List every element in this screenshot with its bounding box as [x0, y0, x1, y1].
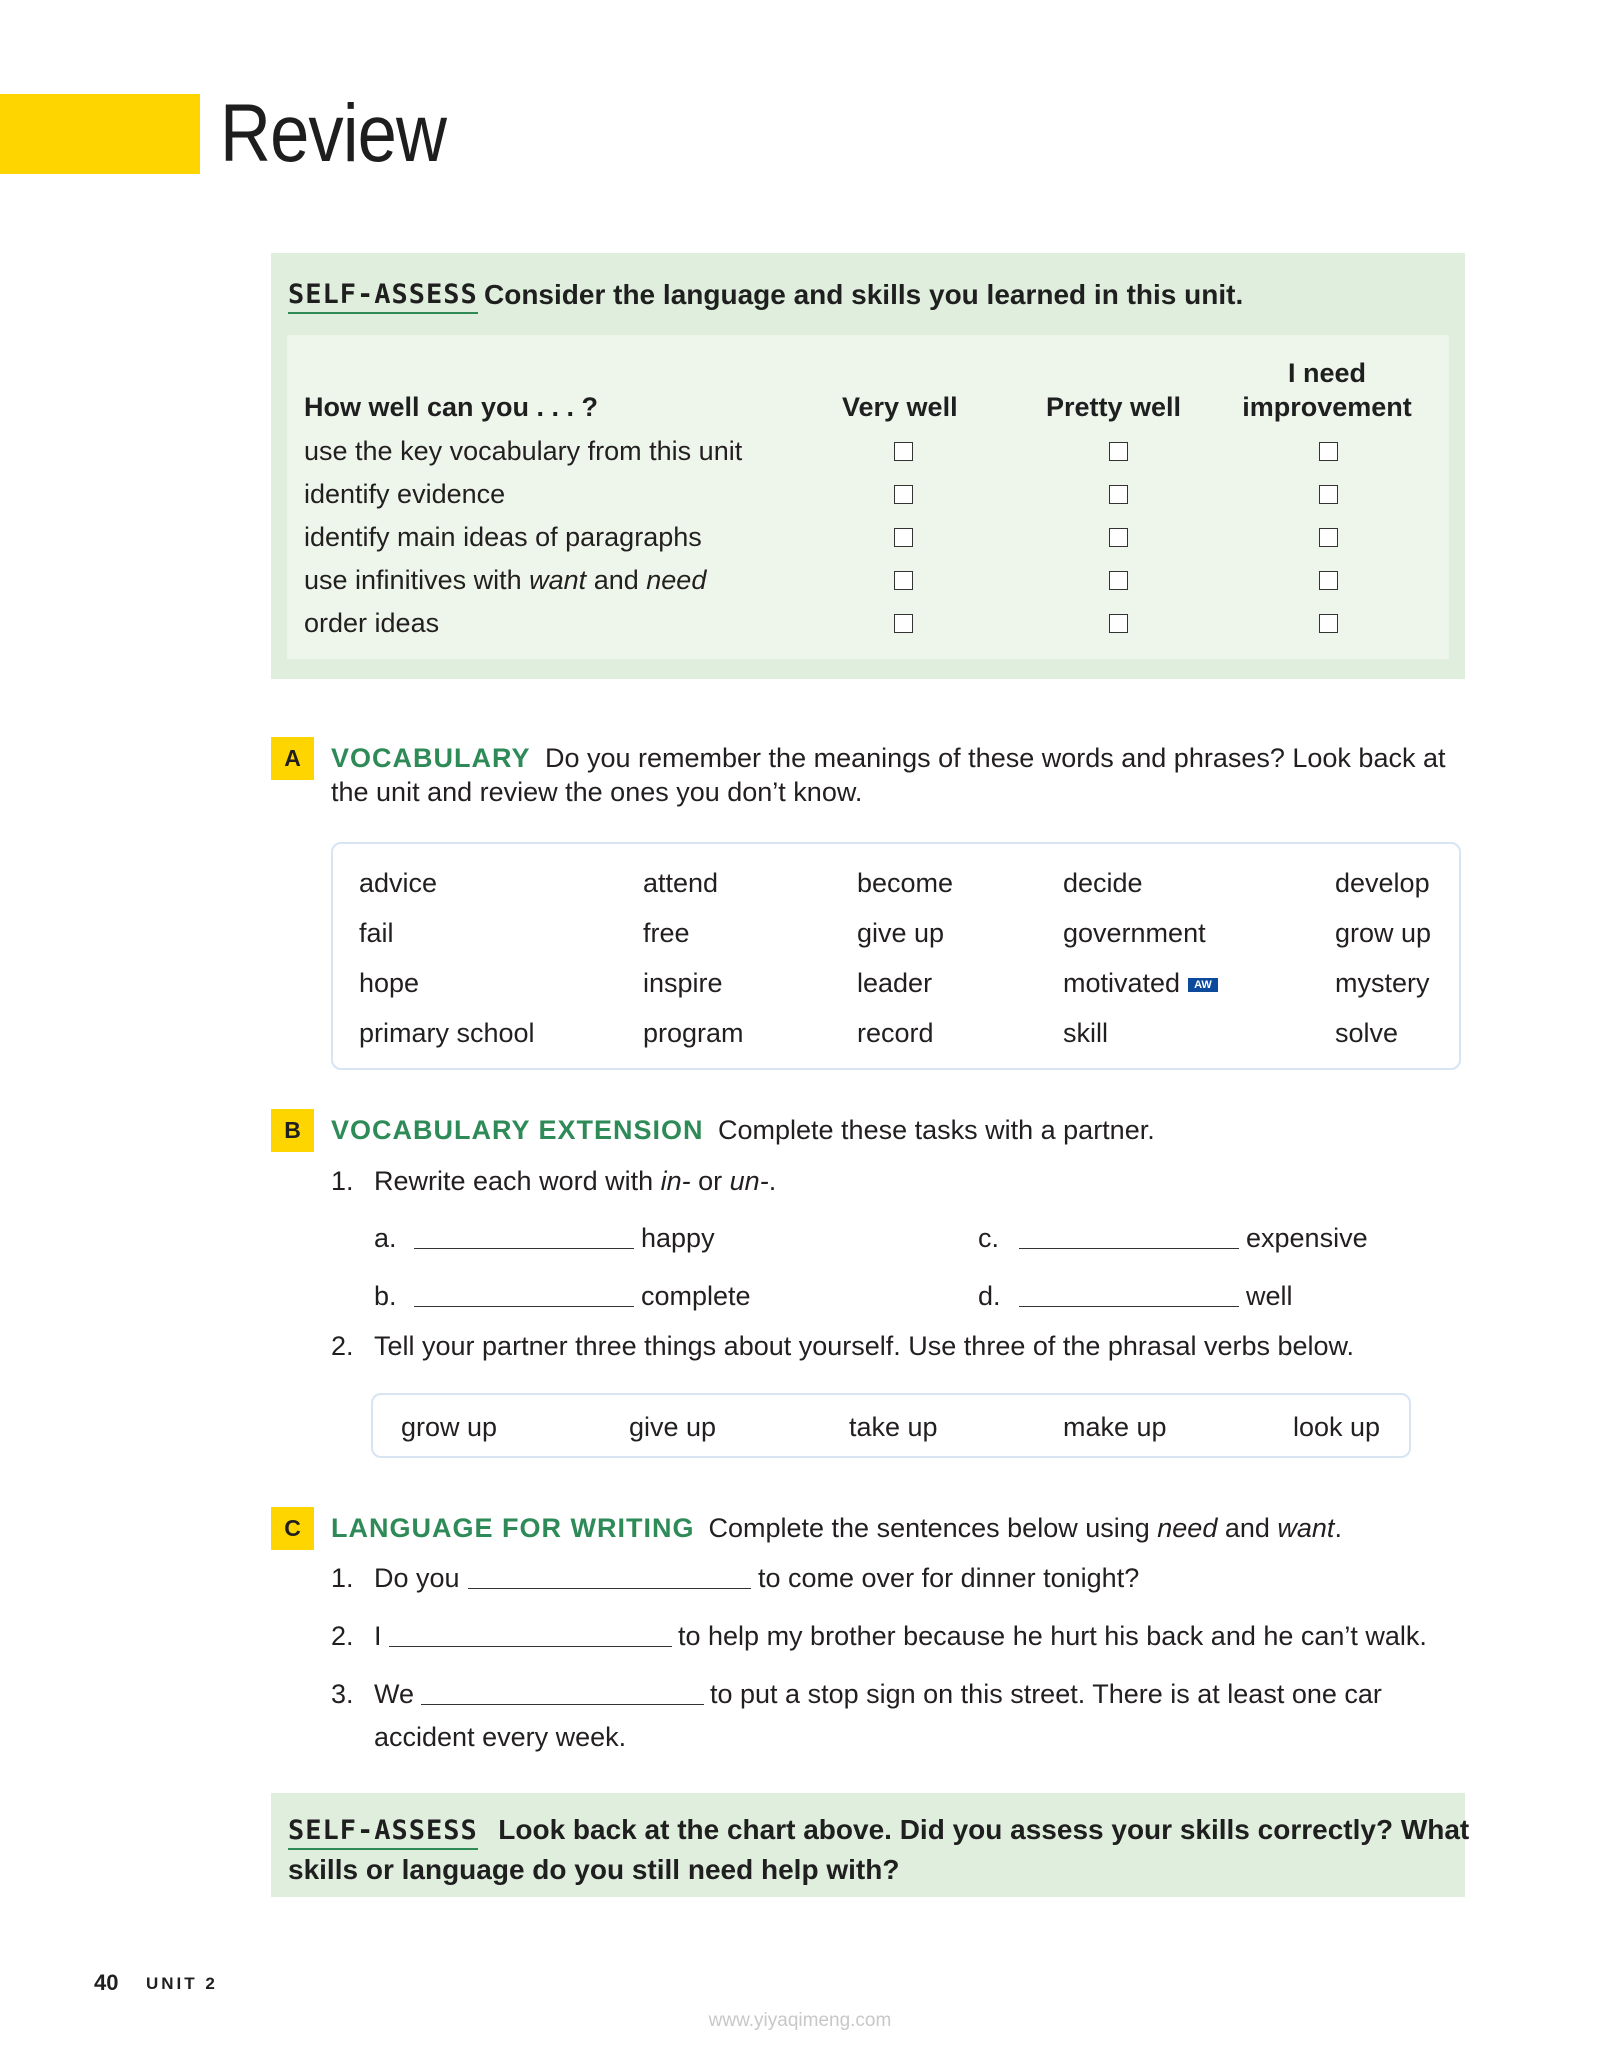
checkbox-need-improvement[interactable]: [1319, 485, 1338, 504]
section-c-instruction: .: [1334, 1513, 1342, 1543]
item-label: b.: [374, 1281, 397, 1311]
vocab-word: advice: [359, 868, 438, 898]
checkbox-pretty-well[interactable]: [1109, 442, 1128, 461]
item-label: a.: [374, 1223, 397, 1253]
vocab-word: free: [643, 918, 690, 948]
phrasal-verb: make up: [1063, 1412, 1167, 1442]
vocab-word: inspire: [643, 968, 723, 998]
unit-label: UNIT 2: [146, 1974, 218, 1993]
section-a-instruction-cont: the unit and review the ones you don’t know.: [331, 777, 863, 807]
vocab-word: skill: [1063, 1018, 1108, 1048]
vocab-word: motivated: [1063, 968, 1181, 998]
task-text: Rewrite each word with: [374, 1166, 661, 1196]
vocab-word: become: [857, 868, 954, 898]
section-b-header: [331, 1115, 1155, 1146]
section-c-instruction: and: [1217, 1513, 1278, 1543]
prefix-in: in-: [660, 1166, 691, 1196]
instruction-word-want: want: [1277, 1513, 1335, 1543]
checkbox-very-well[interactable]: [894, 614, 913, 633]
vocab-word: give up: [857, 918, 945, 948]
phrasal-verb: take up: [849, 1412, 938, 1442]
item-word: happy: [641, 1223, 715, 1253]
checkbox-pretty-well[interactable]: [1109, 485, 1128, 504]
skill-row-label: identify main ideas of paragraphs: [304, 522, 702, 552]
vocab-word: fail: [359, 918, 394, 948]
skill-text-italic: need: [646, 565, 707, 595]
vocab-word: hope: [359, 968, 420, 998]
answer-blank[interactable]: [414, 1306, 634, 1307]
vocab-word: government: [1063, 918, 1206, 948]
vocab-word-motivated: [1063, 968, 1218, 999]
task-text: .: [768, 1166, 777, 1196]
checkbox-need-improvement[interactable]: [1319, 614, 1338, 633]
task-2-text: Tell your partner three things about yourself. Use three of the phrasal verbs below.: [374, 1331, 1355, 1361]
vocab-word: primary school: [359, 1018, 535, 1048]
vocab-word: program: [643, 1018, 744, 1048]
section-a-heading: VOCABULARY: [331, 743, 531, 773]
checkbox-pretty-well[interactable]: [1109, 528, 1128, 547]
vocab-word: record: [857, 1018, 934, 1048]
task-number: 2.: [331, 1331, 354, 1361]
column-need-improvement-line1: I need: [1287, 358, 1367, 388]
skill-text-italic: want: [529, 565, 587, 595]
answer-blank[interactable]: [414, 1248, 634, 1249]
section-a-instruction: Do you remember the meanings of these words and phrases? Look back at: [544, 743, 1446, 773]
vocab-word: grow up: [1335, 918, 1432, 948]
skill-text: use infinitives with: [304, 565, 522, 595]
answer-blank[interactable]: [389, 1646, 672, 1647]
column-very-well: Very well: [842, 392, 958, 422]
section-b-heading: VOCABULARY EXTENSION: [331, 1115, 704, 1145]
section-a-header: [331, 743, 1445, 774]
answer-blank[interactable]: [1019, 1306, 1239, 1307]
self-assess-tag: SELF-ASSESS: [288, 1815, 478, 1850]
page-title: Review: [220, 88, 447, 179]
answer-blank[interactable]: [468, 1588, 751, 1589]
instruction-word-need: need: [1157, 1513, 1218, 1543]
checkbox-pretty-well[interactable]: [1109, 614, 1128, 633]
self-assess-review-line1: [288, 1814, 1469, 1846]
section-c-instruction: Complete the sentences below using: [708, 1513, 1158, 1543]
prefix-un: un-: [729, 1166, 769, 1196]
vocab-word: solve: [1335, 1018, 1399, 1048]
sentence-start: Do you: [374, 1563, 460, 1593]
sentence-end: to help my brother because he hurt his back and he can’t walk.: [678, 1621, 1427, 1651]
task-text: or: [690, 1166, 730, 1196]
checkbox-very-well[interactable]: [894, 485, 913, 504]
answer-blank[interactable]: [421, 1704, 704, 1705]
section-letter-a: A: [271, 737, 314, 780]
item-label: d.: [978, 1281, 1001, 1311]
sentence-start: We: [374, 1679, 415, 1709]
section-c-heading: LANGUAGE FOR WRITING: [331, 1513, 695, 1543]
sentence-number: 3.: [331, 1679, 354, 1709]
sentence-end: to come over for dinner tonight?: [758, 1563, 1140, 1593]
skill-row-label: use the key vocabulary from this unit: [304, 436, 743, 466]
sentence-end: to put a stop sign on this street. There is at least one car: [710, 1679, 1382, 1709]
checkbox-need-improvement[interactable]: [1319, 571, 1338, 590]
vocab-word: leader: [857, 968, 933, 998]
answer-blank[interactable]: [1019, 1248, 1239, 1249]
checkbox-very-well[interactable]: [894, 571, 913, 590]
sentence-number: 2.: [331, 1621, 354, 1651]
section-letter-b: B: [271, 1109, 314, 1152]
item-word: well: [1246, 1281, 1293, 1311]
sentence-number: 1.: [331, 1563, 354, 1593]
self-assess-review-text: skills or language do you still need help with?: [288, 1854, 900, 1885]
checkbox-need-improvement[interactable]: [1319, 442, 1338, 461]
sentence-continuation: accident every week.: [374, 1722, 627, 1752]
self-assess-review-text: Look back at the chart above. Did you assess your skills correctly? What: [498, 1814, 1470, 1845]
vocab-word: develop: [1335, 868, 1430, 898]
skill-row-label: order ideas: [304, 608, 440, 638]
self-assess-tag: SELF-ASSESS: [288, 279, 478, 314]
item-word: expensive: [1246, 1223, 1368, 1253]
section-b-instruction: Complete these tasks with a partner.: [718, 1115, 1155, 1145]
checkbox-need-improvement[interactable]: [1319, 528, 1338, 547]
skill-row-label: identify evidence: [304, 479, 506, 509]
section-c-header: [331, 1513, 1342, 1544]
phrasal-verb: give up: [629, 1412, 717, 1442]
task-1-text: [374, 1166, 776, 1197]
vocab-word: decide: [1063, 868, 1143, 898]
column-need-improvement-line2: improvement: [1242, 392, 1412, 422]
vocab-word: attend: [643, 868, 719, 898]
item-label: c.: [978, 1223, 1000, 1253]
phrasal-verb: grow up: [401, 1412, 498, 1442]
title-accent-bar: [0, 94, 200, 174]
phrasal-verb: look up: [1293, 1412, 1381, 1442]
table-question-header: How well can you . . . ?: [304, 392, 599, 422]
task-number: 1.: [331, 1166, 354, 1196]
checkbox-very-well[interactable]: [894, 442, 913, 461]
checkbox-pretty-well[interactable]: [1109, 571, 1128, 590]
column-pretty-well: Pretty well: [1046, 392, 1182, 422]
section-letter-c: C: [271, 1507, 314, 1550]
watermark: www.yiyaqimeng.com: [708, 2010, 892, 2031]
self-assess-instruction: Consider the language and skills you learned in this unit.: [484, 279, 1244, 310]
skill-text: and: [593, 565, 639, 595]
item-word: complete: [641, 1281, 751, 1311]
sentence-start: I: [374, 1621, 382, 1651]
page-number: 40: [94, 1970, 119, 1995]
skill-row-label: [304, 565, 706, 596]
vocab-word: mystery: [1335, 968, 1430, 998]
academic-word-badge: AW: [1188, 978, 1218, 992]
checkbox-very-well[interactable]: [894, 528, 913, 547]
